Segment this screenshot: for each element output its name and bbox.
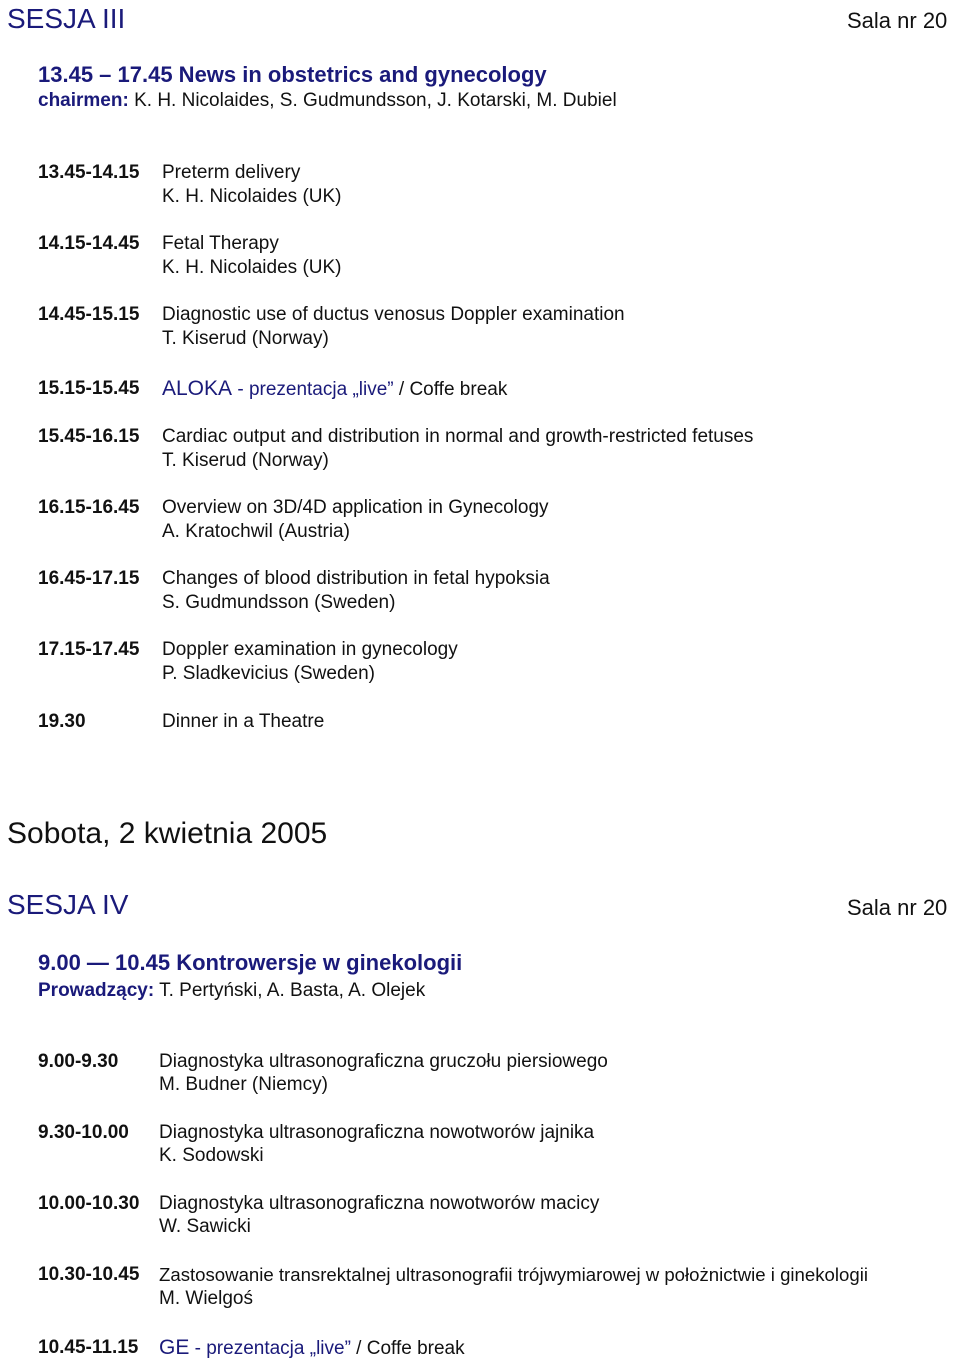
item-time: 9.30-10.00 [38,1122,129,1143]
item-speaker: T. Kiserud (Norway) [162,450,329,471]
item-time: 10.30-10.45 [38,1264,140,1285]
live-presentation: prezentacja „live” [248,379,394,400]
session-heading: SESJA III [7,3,126,34]
chairs-label: Prowadzący: [38,980,155,1001]
item-speaker: T. Kiserud (Norway) [162,328,329,349]
item-speaker: S. Gudmundsson (Sweden) [162,592,396,613]
item-speaker: K. H. Nicolaides (UK) [162,257,342,278]
session-chairs [38,89,617,113]
break-separator: - [232,379,249,400]
item-time: 14.15-14.45 [38,233,140,254]
item-title: Preterm delivery [162,162,301,183]
item-time: 10.00-10.30 [38,1193,140,1214]
item-title: Doppler examination in gynecology [162,639,458,660]
item-speaker: M. Budner (Niemcy) [159,1074,328,1095]
coffee-break: / Coffe break [350,1338,465,1359]
item-time: 9.00-9.30 [38,1051,119,1072]
break-time: 15.15-15.45 [38,378,140,399]
room-label: Sala nr 20 [847,895,948,920]
item-speaker: A. Kratochwil (Austria) [162,521,350,542]
item-time: 16.45-17.15 [38,568,140,589]
live-presentation: prezentacja „live” [206,1338,351,1359]
item-time: 15.45-16.15 [38,426,140,447]
sponsor-name: ALOKA [162,377,233,400]
chairs-names: T. Pertyński, A. Basta, A. Olejek [154,980,426,1001]
item-title: Overview on 3D/4D application in Gynecology [162,497,549,518]
item-time: 16.15-16.45 [38,497,140,518]
session-heading: SESJA IV [7,889,129,920]
item-speaker: K. H. Nicolaides (UK) [162,186,342,207]
room-label: Sala nr 20 [847,8,948,33]
item-title: Diagnostyka ultrasonograficzna nowotworów macicy [159,1193,600,1214]
day-heading: Sobota, 2 kwietnia 2005 [7,817,328,850]
dinner-time: 19.30 [38,711,86,732]
break-line [162,376,507,402]
sponsor-name: GE [159,1336,190,1359]
break-line [159,1335,465,1361]
item-time: 17.15-17.45 [38,639,140,660]
dinner-text: Dinner in a Theatre [162,711,325,732]
item-speaker: P. Sladkevicius (Sweden) [162,663,375,684]
item-speaker: W. Sawicki [159,1216,251,1237]
coffee-break: / Coffe break [393,379,508,400]
item-title: Fetal Therapy [162,233,279,254]
item-title: Diagnostyka ultrasonograficzna nowotworów jajnika [159,1122,595,1143]
item-speaker: K. Sodowski [159,1145,264,1166]
item-title: Changes of blood distribution in fetal hypoksia [162,568,550,589]
session-title: 13.45 – 17.45 News in obstetrics and gynecology [38,62,547,87]
item-time: 13.45-14.15 [38,162,140,183]
break-separator: - [189,1338,207,1359]
item-title: Diagnostic use of ductus venosus Doppler examination [162,304,625,325]
chairs-names: K. H. Nicolaides, S. Gudmundsson, J. Kotarski, M. Dubiel [128,90,617,111]
item-title: Diagnostyka ultrasonograficzna gruczołu piersiowego [159,1051,608,1072]
session-title: 9.00 — 10.45 Kontrowersje w ginekologii [38,950,463,975]
item-title: Cardiac output and distribution in normal and growth-restricted fetuses [162,426,754,447]
item-time: 14.45-15.15 [38,304,140,325]
session-chairs [38,979,425,1003]
item-speaker: M. Wielgoś [159,1288,253,1309]
break-time: 10.45-11.15 [38,1337,139,1358]
chairs-label: chairmen: [38,90,129,111]
item-title: Zastosowanie transrektalnej ultrasonografii trójwymiarowej w położnictwie i ginekologii [159,1264,868,1285]
